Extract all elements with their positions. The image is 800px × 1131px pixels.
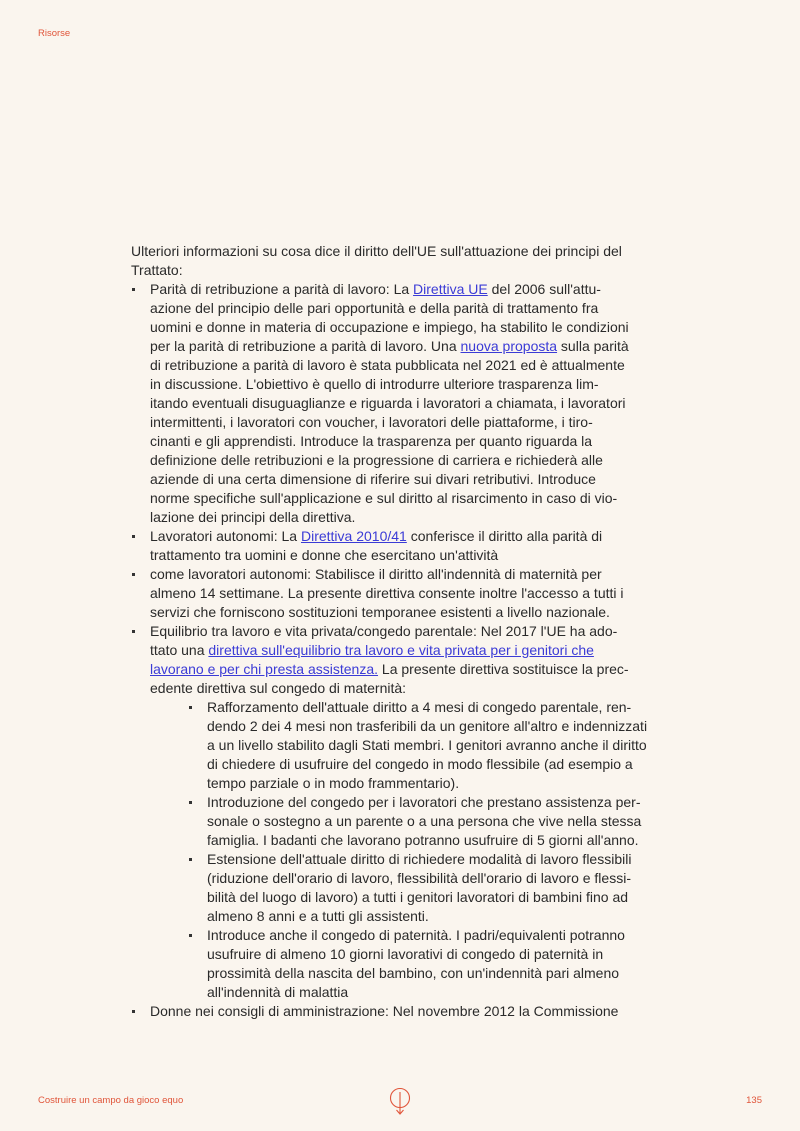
bullet-boards: Donne nei consigli di amministrazione: Nel novembre 2012 la Commissione <box>131 1002 671 1021</box>
main-content <box>131 242 671 1021</box>
sub-bullet: Estensione dell'attuale diritto di richiedere modalità di lavoro flessibili (riduzione dell'orario di lavoro, flessibilità dell'orario di lavoro e flessi- bilità del luogo di lavoro) a tutti i genitori lavoratori di bambini fino ad almeno 8 anni e a tutti gli assistenti. <box>188 850 671 926</box>
bullet-work-life-balance: Equilibrio tra lavoro e vita privata/congedo parentale: Nel 2017 l'UE ha ado- ttato una direttiva sull'equilibrio tra lavoro e vita privata per i genitori che lavorano e per chi presta assistenza. La presente direttiva sostituisce la prec- edente direttiva sul congedo di maternità: <box>131 622 671 698</box>
link-direttiva-ue[interactable]: Direttiva UE <box>413 281 488 297</box>
sub-bullet: Rafforzamento dell'attuale diritto a 4 mesi di congedo parentale, ren- dendo 2 dei 4 mesi non trasferibili da un genitore all'altro e indennizzati a un livello stabilito dagli Stati membri. I genitori avranno anche il diritto di chiedere di usufruire del congedo in modo flessibile (ad esempio a tempo parziale o in modo frammentario). <box>188 698 671 793</box>
bullet-equal-pay: Parità di retribuzione a parità di lavoro: La Direttiva UE del 2006 sull'attu- azione del principio delle pari opportunità e della parità di trattamento fra uomini e donne in materia di occupazione e impiego, ha stabilito le condizioni per la parità di retribuzione a parità di lavoro. Una nuova proposta sulla parità di retribuzione a parità di lavoro è stata pubblicata nel 2021 ed è attualmente in discussione. L'obiettivo è quello di introdurre ulteriore trasparenza lim- itando eventuali disuguaglianze e riguarda i lavoratori a chiamata, i lavoratori intermittenti, i lavoratori con voucher, i lavoratori delle piattaforme, i tiro- cinanti e gli apprendisti. Introduce la trasparenza per quanto riguarda la definizione delle retribuzioni e la progressione di carriera e richiederà alle aziende di una certa dimensione di riferire sui divari retributivi. Introduce norme specifiche sull'applicazione e sul diritto al risarcimento in caso di vio- lazione dei principi della direttiva. <box>131 280 671 527</box>
page-number: 135 <box>746 1095 762 1106</box>
arrow-down-circle-icon <box>389 1087 411 1122</box>
sub-bullet: Introduce anche il congedo di paternità. I padri/equivalenti potranno usufruire di almeno 10 giorni lavorativi di congedo di paternità in prossimità della nascita del bambino, con un'indennità pari almeno all'indennità di malattia <box>188 926 671 1002</box>
bullet-maternity: come lavoratori autonomi: Stabilisce il diritto all'indennità di maternità per almeno 14 settimane. La presente direttiva consente inoltre l'accesso a tutti i servizi che forniscono sostituzioni temporanee esistenti a livello nazionale. <box>131 565 671 622</box>
link-direttiva-equilibrio[interactable]: direttiva sull'equilibrio tra lavoro e vita privata per i genitori che <box>208 642 594 658</box>
link-nuova-proposta[interactable]: nuova proposta <box>460 338 558 354</box>
section-label: Risorse <box>38 28 71 39</box>
intro-line: Ulteriori informazioni su cosa dice il diritto dell'UE sull'attuazione dei principi del <box>131 243 622 259</box>
footer-title: Costruire un campo da gioco equo <box>38 1095 184 1106</box>
link-direttiva-equilibrio-cont[interactable]: lavorano e per chi presta assistenza. <box>150 661 379 677</box>
intro-line: Trattato: <box>131 262 183 278</box>
bullet-self-employed: Lavoratori autonomi: La Direttiva 2010/41 conferisce il diritto alla parità di trattamento tra uomini e donne che esercitano un'attività <box>131 527 671 565</box>
sub-bullet: Introduzione del congedo per i lavoratori che prestano assistenza per- sonale o sostegno a un parente o a una persona che vive nella stessa famiglia. I badanti che lavorano potranno usufruire di 5 giorni all'anno. <box>188 793 671 850</box>
link-direttiva-2010-41[interactable]: Direttiva 2010/41 <box>300 528 407 544</box>
